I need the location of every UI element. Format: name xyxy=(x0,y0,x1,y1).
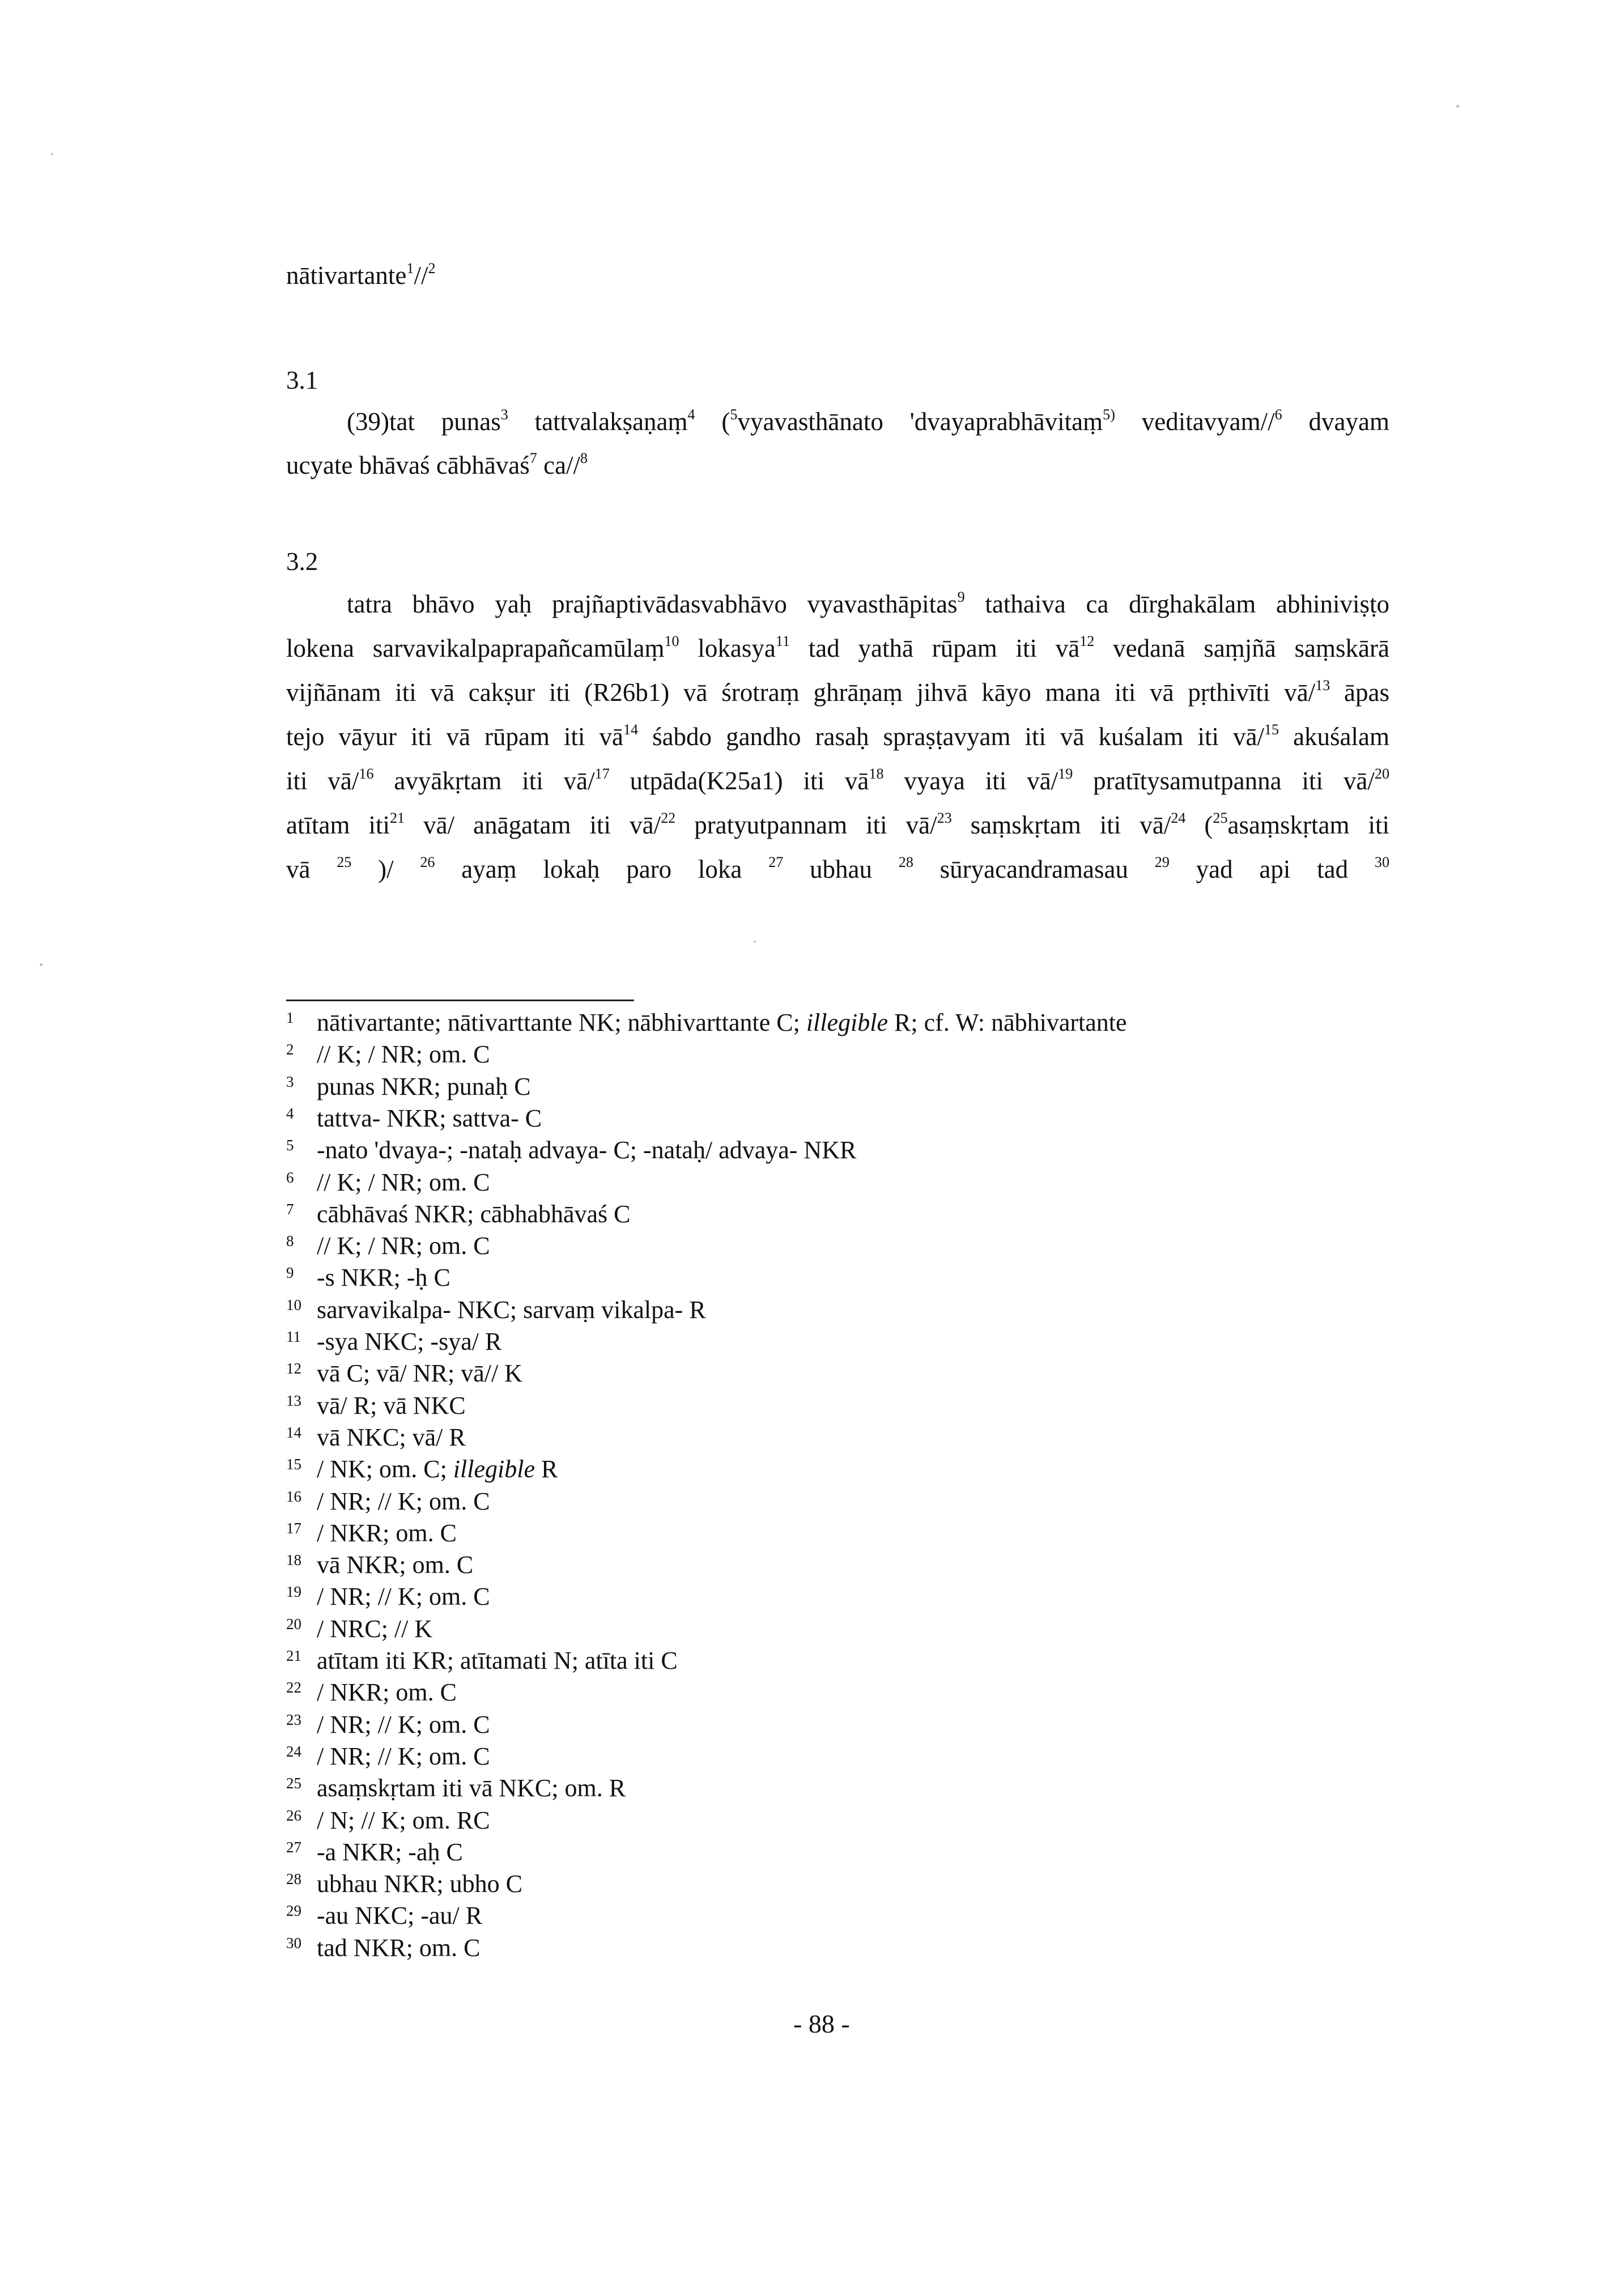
footnote-5 xyxy=(286,1138,856,1163)
footnote-ref: 24 xyxy=(1171,810,1186,827)
footnote-number: 16 xyxy=(286,1488,301,1505)
footnote-6 xyxy=(286,1170,490,1195)
footnote-number: 22 xyxy=(286,1679,301,1696)
footnote-separator xyxy=(286,1000,634,1001)
sec1-line-2: ucyate bhāvaś cābhāvaś$^7$ ca//$^8$ xyxy=(286,450,588,479)
footnote-16 xyxy=(286,1489,490,1514)
footnote-ref: 5 xyxy=(730,406,738,423)
footnote-ref: 23 xyxy=(937,810,952,827)
footnote-ref: 5) xyxy=(1103,406,1115,423)
footnote-number: 24 xyxy=(286,1743,301,1760)
footnote-ref: 18 xyxy=(869,766,884,783)
sec2-line-6: atītam iti$^{21}$ vā/ anāgatam iti vā/$^{22}$ pratyutpannam iti vā/$^{23}$ saṃskṛtam iti vā/$^{24}$ ($^{25}$asaṃskṛtam iti xyxy=(286,810,1389,839)
footnote-number: 21 xyxy=(286,1647,301,1664)
footnote-18 xyxy=(286,1553,473,1578)
footnote-ref: 14 xyxy=(623,721,639,738)
sec2-line-5: iti vā/$^{16}$ avyākṛtam iti vā/$^{17}$ utpāda(K25a1) iti $vā^{18}$ vyaya iti vā/$^{19}$ pratītysamutpanna iti vā/$^{20}$ xyxy=(286,766,1389,795)
footnote-26 xyxy=(286,1808,490,1833)
footnote-text: vā/ R; vā NKC xyxy=(317,1392,466,1419)
footnote-17 xyxy=(286,1521,457,1546)
footnote-number: 6 xyxy=(286,1169,294,1186)
footnote-number: 30 xyxy=(286,1934,301,1951)
footnote-ref: 4 xyxy=(687,406,695,423)
footnote-text: sarvavikalpa- NKC; sarvaṃ vikalpa- R xyxy=(317,1296,706,1324)
sec2-line-2: lokena sarvavikalpaprapañcamūlaṃ$^{10}$ lokasya$^{11}$ tad yathā rūpam iti $vā^{12}$ vedanā saṃjñā saṃskārā xyxy=(286,633,1389,662)
footnote-number: 5 xyxy=(286,1137,294,1154)
footnote-number: 1 xyxy=(286,1009,294,1026)
footnote-text: / NRC; // K xyxy=(317,1615,433,1643)
footnote-ref: 25 xyxy=(1213,810,1228,827)
footnote-text: cābhāvaś NKR; cābhabhāvaś C xyxy=(317,1200,631,1228)
footnote-number: 12 xyxy=(286,1360,301,1377)
footnote-24 xyxy=(286,1744,490,1769)
footnote-text: / NR; // K; om. C xyxy=(317,1742,490,1770)
footnote-text: / NKR; om. C xyxy=(317,1678,457,1706)
footnote-ref: 9 xyxy=(957,589,965,606)
footnote-15 xyxy=(286,1457,558,1482)
footnote-number: 20 xyxy=(286,1615,301,1632)
italic-text: illegible xyxy=(453,1455,535,1483)
footnote-12 xyxy=(286,1361,522,1386)
footnote-10 xyxy=(286,1298,706,1323)
footnote-ref: 7 xyxy=(529,450,537,467)
footnote-25 xyxy=(286,1776,626,1801)
footnote-text: / NR; // K; om. C xyxy=(317,1583,490,1610)
footnote-text: nātivartante; nātivarttante NK; nābhivarttante C; illegible R; cf. W: nābhivartante xyxy=(317,1009,1127,1036)
sec2-line-7: vā $^{25}$ )/ $^{26}$ ayaṃ lokaḥ paro loka $^{27}$ ubhau $^{28}$ sūryacandramasau $^{29}$ yad api tad $^{30}$ xyxy=(286,854,1389,883)
footnote-20 xyxy=(286,1617,432,1642)
sec2-line-4: tejo vāyur iti vā rūpam iti $vā^{14}$ śabdo gandho rasaḥ spraṣṭavyam iti vā kuśalam iti vā/$^{15}$ akuśalam xyxy=(286,721,1389,751)
footnote-text: / NR; // K; om. C xyxy=(317,1711,490,1738)
footnote-21 xyxy=(286,1648,678,1673)
footnote-ref: 22 xyxy=(661,810,676,827)
footnote-11 xyxy=(286,1329,501,1354)
footnote-number: 9 xyxy=(286,1264,294,1281)
footnote-text: -s NKR; -ḥ C xyxy=(317,1264,450,1291)
footnote-text: ubhau NKR; ubho C xyxy=(317,1870,522,1898)
section-label-3-2: 3.2 xyxy=(286,547,318,576)
footnote-number: 26 xyxy=(286,1807,301,1824)
footnote-number: 15 xyxy=(286,1456,301,1473)
footnote-23 xyxy=(286,1712,490,1737)
footnote-number: 14 xyxy=(286,1424,301,1441)
footnote-ref: 26 xyxy=(420,854,435,871)
footnote-22 xyxy=(286,1680,457,1705)
footnote-ref: 28 xyxy=(898,854,913,871)
footnote-number: 7 xyxy=(286,1201,294,1218)
footnote-30 xyxy=(286,1936,480,1961)
footnote-ref: 3 xyxy=(500,406,508,423)
footnote-number: 27 xyxy=(286,1839,301,1856)
footnote-text: / NKR; om. C xyxy=(317,1519,457,1547)
footnote-text: / N; // K; om. RC xyxy=(317,1806,490,1834)
footnote-ref: 6 xyxy=(1274,406,1282,423)
footnote-7 xyxy=(286,1202,630,1227)
footnote-ref: 19 xyxy=(1058,766,1073,783)
footnote-27 xyxy=(286,1840,463,1865)
footnote-text: // K; / NR; om. C xyxy=(317,1168,490,1196)
footnote-1 xyxy=(286,1010,1127,1035)
line-top: nātivartante$^1$//$^2$ xyxy=(286,260,436,290)
sec2-line-3: vijñānam iti vā cakṣur iti (R26b1) vā śrotraṃ ghrāṇaṃ jihvā kāyo mana iti vā pṛthivīti vā/$^{13}$ āpas xyxy=(286,677,1389,707)
footnote-number: 28 xyxy=(286,1870,301,1887)
footnote-ref: 25 xyxy=(337,854,352,871)
scan-speck xyxy=(51,153,53,155)
footnote-ref: 13 xyxy=(1315,677,1330,694)
footnote-text: -au NKC; -au/ R xyxy=(317,1902,483,1929)
footnote-text: // K; / NR; om. C xyxy=(317,1040,490,1068)
footnote-number: 17 xyxy=(286,1520,301,1537)
footnote-number: 3 xyxy=(286,1073,294,1090)
footnote-ref: 20 xyxy=(1374,766,1389,783)
footnote-number: 25 xyxy=(286,1775,301,1792)
footnote-number: 10 xyxy=(286,1296,301,1313)
footnote-ref: 29 xyxy=(1154,854,1170,871)
footnote-number: 2 xyxy=(286,1041,294,1058)
footnote-ref: 30 xyxy=(1374,854,1389,871)
footnote-text: asaṃskṛtam iti vā NKC; om. R xyxy=(317,1774,626,1802)
scan-speck xyxy=(754,941,756,943)
footnote-ref: 2 xyxy=(428,260,436,277)
footnote-text: atītam iti KR; atītamati N; atīta iti C xyxy=(317,1647,678,1674)
footnote-ref: 1 xyxy=(406,260,414,277)
footnote-ref: 10 xyxy=(664,633,679,650)
scan-speck xyxy=(40,963,42,966)
footnote-14 xyxy=(286,1425,466,1450)
footnote-2 xyxy=(286,1042,490,1067)
footnote-text: -nato 'dvaya-; -nataḥ advaya- C; -nataḥ/ advaya- NKR xyxy=(317,1136,857,1164)
footnote-ref: 16 xyxy=(359,766,374,783)
footnote-28 xyxy=(286,1872,522,1897)
footnote-text: -sya NKC; -sya/ R xyxy=(317,1328,502,1355)
footnote-text: tad NKR; om. C xyxy=(317,1934,481,1962)
footnote-3 xyxy=(286,1074,531,1099)
footnote-text: -a NKR; -aḥ C xyxy=(317,1838,463,1866)
footnote-text: vā NKC; vā/ R xyxy=(317,1423,466,1451)
footnote-text: / NK; om. C; illegible R xyxy=(317,1455,558,1483)
footnote-number: 23 xyxy=(286,1711,301,1728)
footnote-8 xyxy=(286,1234,490,1258)
footnote-number: 4 xyxy=(286,1105,294,1122)
footnote-number: 19 xyxy=(286,1583,301,1600)
italic-text: illegible xyxy=(806,1009,888,1036)
footnote-29 xyxy=(286,1903,482,1928)
footnote-text: vā C; vā/ NR; vā// K xyxy=(317,1359,522,1387)
footnote-ref: 8 xyxy=(580,450,588,467)
scan-speck xyxy=(1456,105,1459,108)
footnote-text: / NR; // K; om. C xyxy=(317,1487,490,1515)
footnote-number: 29 xyxy=(286,1902,301,1919)
footnote-13 xyxy=(286,1393,466,1418)
footnote-number: 8 xyxy=(286,1232,294,1249)
footnote-text: tattva- NKR; sattva- C xyxy=(317,1104,542,1132)
sec2-line-1: tatra bhāvo yaḥ prajñaptivādasvabhāvo vyavasthāpitas$^9$ tathaiva ca dīrghakālam abhiniviṣṭo xyxy=(347,589,1390,618)
footnote-4 xyxy=(286,1106,542,1131)
page-number: - 88 - xyxy=(793,2009,850,2038)
footnote-text: vā NKR; om. C xyxy=(317,1551,474,1579)
footnote-9 xyxy=(286,1265,450,1290)
footnote-ref: 11 xyxy=(775,633,790,650)
footnote-ref: 12 xyxy=(1079,633,1095,650)
footnote-text: // K; / NR; om. C xyxy=(317,1232,490,1260)
footnote-ref: 21 xyxy=(390,810,405,827)
footnote-number: 11 xyxy=(286,1328,301,1345)
footnote-number: 13 xyxy=(286,1392,301,1409)
footnote-ref: 27 xyxy=(768,854,784,871)
footnote-text: punas NKR; punaḥ C xyxy=(317,1073,531,1100)
footnote-number: 18 xyxy=(286,1551,301,1568)
footnote-ref: 15 xyxy=(1264,721,1279,738)
footnote-19 xyxy=(286,1584,490,1609)
sec1-line-1: (39)tat punas$^3$ tattvalakṣaṇaṃ$^4$ ($^5$vyavasthānato 'dvayaprabhāvitaṃ$^{5)}$ veditavyam//$^6$ dvayam xyxy=(347,406,1389,436)
section-label-3-1: 3.1 xyxy=(286,366,318,394)
footnote-ref: 17 xyxy=(594,766,610,783)
